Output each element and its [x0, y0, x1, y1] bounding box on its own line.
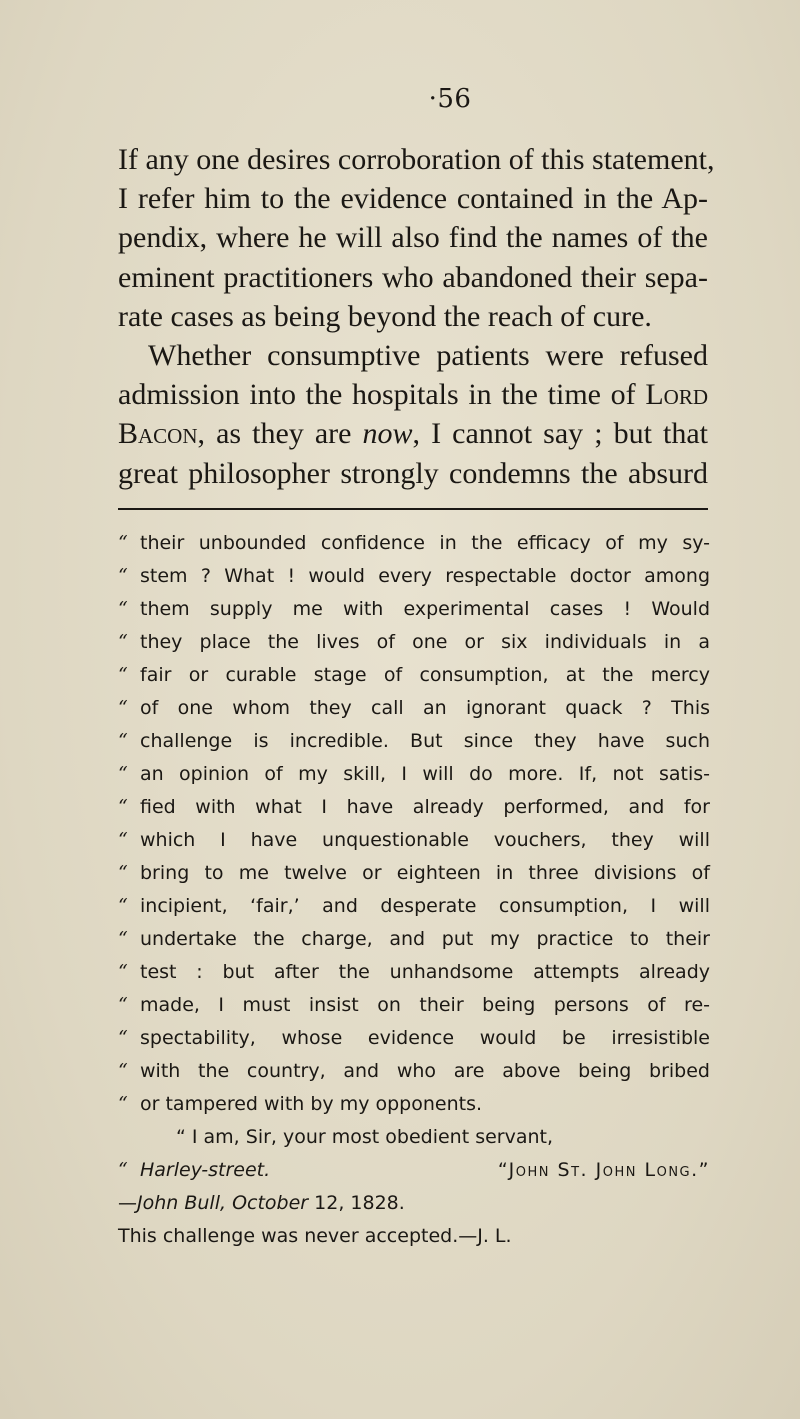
note-line-15 — [118, 989, 710, 1022]
note-line-4 — [118, 626, 710, 659]
note-line-9 — [118, 791, 710, 824]
note-text-7: challenge is incredible. But since they have such — [140, 730, 710, 752]
note-text-2: stem ? What ! would every respectable doctor among — [140, 565, 710, 587]
para2-line-2-text: admission into the hospitals in the time of — [118, 378, 646, 412]
note-line-5 — [118, 659, 710, 692]
note-line-17 — [118, 1055, 710, 1088]
note-text-15: made, I must insist on their being persons of re- — [140, 994, 710, 1016]
closing-line: “ I am, Sir, your most obedient servant, — [176, 1126, 554, 1148]
note-line-14 — [118, 956, 710, 989]
note-line-10 — [118, 824, 710, 857]
source-line — [118, 1187, 710, 1220]
quote-mark: “ — [118, 1060, 128, 1082]
quote-mark: “ — [118, 994, 128, 1016]
para2-line-3 — [118, 414, 708, 453]
note-text-6: of one whom they call an ignorant quack ? This — [140, 697, 710, 719]
bacon-text: Bacon — [118, 417, 198, 451]
quote-mark: “ — [118, 565, 128, 587]
body-line-2: I refer him to the evidence contained in the Ap- — [118, 182, 708, 216]
note-text-3: them supply me with experimental cases ! Would — [140, 598, 710, 620]
lord-text: Lord — [645, 378, 708, 412]
note-text-13: undertake the charge, and put my practice to their — [140, 928, 710, 950]
quote-mark: “ — [118, 697, 128, 719]
para2-line-3-text-b: , I cannot say ; but that — [412, 417, 708, 451]
note-line-13 — [118, 923, 710, 956]
quote-mark: “ — [118, 829, 128, 851]
quote-mark: “ — [118, 796, 128, 818]
body-line-4: eminent practitioners who abandoned their sepa- — [118, 260, 708, 294]
quote-mark: “ — [118, 928, 128, 950]
note-text-17: with the country, and who are above being bribed — [140, 1060, 710, 1082]
para2-line-1: Whether consumptive patients were refused — [148, 338, 708, 372]
note-line-12 — [118, 890, 710, 923]
note-text-9: fied with what I have already performed, and for — [140, 796, 710, 818]
footnote-divider — [118, 508, 708, 510]
note-text-10: which I have unquestionable vouchers, they will — [140, 829, 710, 851]
quote-mark: “ — [118, 961, 128, 983]
note-line-2 — [118, 560, 710, 593]
para2-line-4: great philosopher strongly condemns the absurd — [118, 456, 708, 490]
quote-mark: “ — [118, 598, 128, 620]
source-date: 12, 1828. — [308, 1192, 405, 1214]
page-number: ·56 — [428, 84, 472, 114]
note-line-11 — [118, 857, 710, 890]
body-line-3: pendix, where he will also find the names of the — [118, 221, 708, 255]
source-publication: John Bull, October — [137, 1192, 309, 1214]
quote-mark: “ — [118, 631, 128, 653]
address-text: Harley-street. — [140, 1159, 271, 1181]
quote-mark: “ — [118, 730, 128, 752]
quote-mark: “ — [118, 532, 128, 554]
quote-mark: “ — [118, 664, 128, 686]
note-text-4: they place the lives of one or six individuals in a — [140, 631, 710, 653]
final-line: This challenge was never accepted.—J. L. — [118, 1225, 512, 1247]
note-line-8 — [118, 758, 710, 791]
para2-line-2 — [118, 375, 708, 414]
note-text-16: spectability, whose evidence would be irresistible — [140, 1027, 710, 1049]
address-group — [118, 1154, 270, 1187]
quote-mark: “ — [118, 1159, 128, 1181]
note-text-5: fair or curable stage of consumption, at the mercy — [140, 664, 710, 686]
body-line-5: rate cases as being beyond the reach of cure. — [118, 299, 652, 333]
body-line-1: If any one desires corroboration of this statement, — [118, 143, 715, 176]
note-line-1 — [118, 527, 710, 560]
note-line-16 — [118, 1022, 710, 1055]
source-dash: — — [118, 1192, 137, 1214]
note-text-11: bring to me twelve or eighteen in three divisions of — [140, 862, 710, 884]
note-text-14: test : but after the unhandsome attempts already — [140, 961, 710, 983]
quote-mark: “ — [118, 1093, 128, 1115]
footnote — [118, 527, 710, 1253]
quote-mark: “ — [118, 895, 128, 917]
note-line-6 — [118, 692, 710, 725]
note-text-18: or tampered with by my opponents. — [140, 1093, 483, 1115]
para2-line-3-text-a: , as they are — [197, 417, 363, 451]
quote-mark: “ — [118, 862, 128, 884]
note-line-3 — [118, 593, 710, 626]
note-text-8: an opinion of my skill, I will do more. If, not satis- — [140, 763, 710, 785]
note-text-1: their unbounded confidence in the efficacy of my sy- — [140, 532, 710, 554]
signature-line — [118, 1154, 710, 1187]
note-line-7 — [118, 725, 710, 758]
quote-mark: “ — [118, 1027, 128, 1049]
now-text: now — [362, 417, 413, 451]
main-text — [118, 140, 715, 493]
quote-mark: “ — [118, 763, 128, 785]
signature-name: “John St. John Long.” — [497, 1159, 710, 1181]
note-text-12: incipient, ‘fair,’ and desperate consumption, I will — [140, 895, 710, 917]
note-line-18 — [118, 1088, 710, 1121]
